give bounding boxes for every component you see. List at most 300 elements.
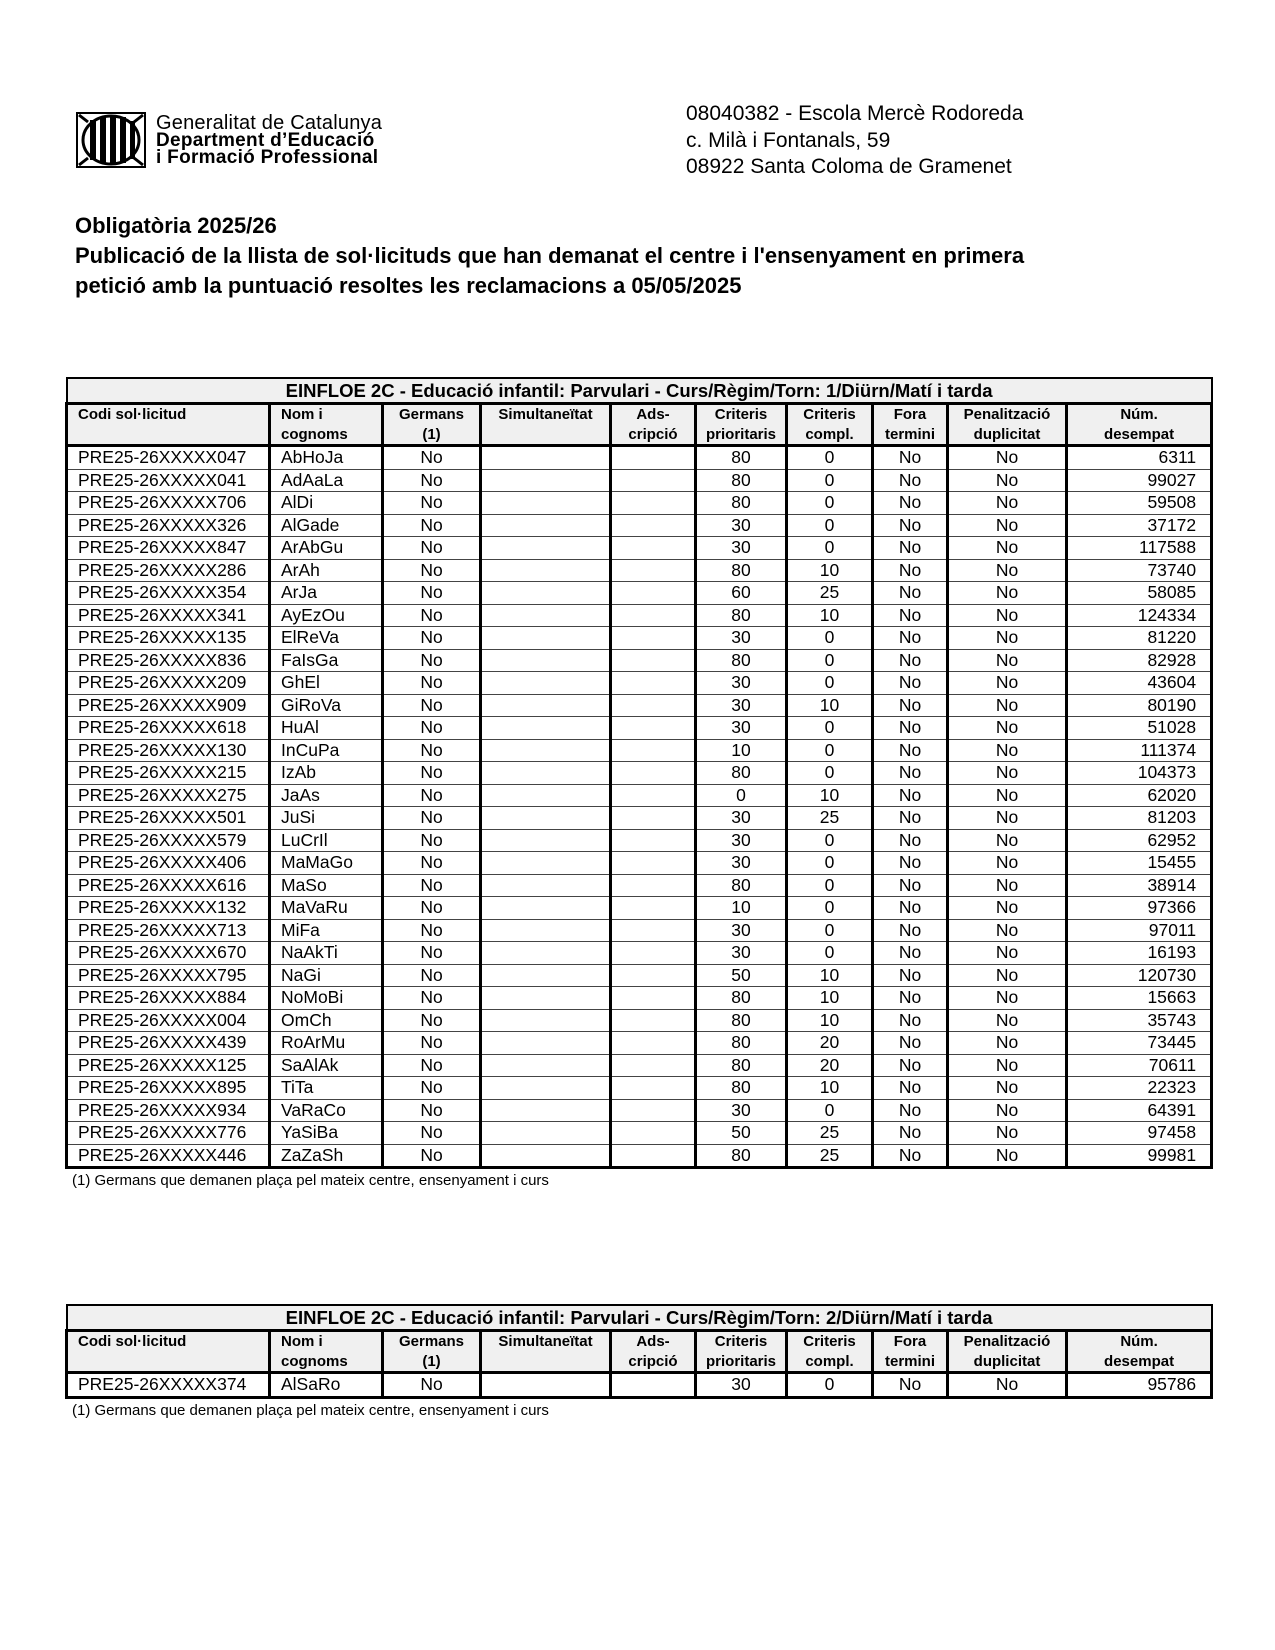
column-header-line-2: desempat (1104, 425, 1175, 443)
cell-nom: RoArMu (270, 1032, 383, 1055)
cell-nom: SaAlAk (270, 1054, 383, 1077)
cell-codi: PRE25-26XXXXX884 (67, 987, 270, 1010)
table-row (67, 964, 1212, 987)
cell-num-desempat: 81220 (1067, 627, 1212, 650)
cell-criteris-compl: 10 (787, 1009, 873, 1032)
column-header-line-1: Nom i (281, 406, 323, 423)
cell-codi: PRE25-26XXXXX934 (67, 1099, 270, 1122)
cell-criteris-prioritaris: 0 (696, 784, 787, 807)
cell-germans: No (383, 1099, 481, 1122)
cell-simultaneitat (481, 942, 611, 965)
cell-criteris-prioritaris: 80 (696, 492, 787, 515)
cell-criteris-compl: 0 (787, 919, 873, 942)
cell-criteris-compl: 0 (787, 897, 873, 920)
column-header-nom (270, 1331, 383, 1373)
cell-adscripcio (611, 964, 696, 987)
cell-num-desempat: 97366 (1067, 897, 1212, 920)
column-header-criteris-prioritaris (696, 1331, 787, 1373)
cell-criteris-prioritaris: 10 (696, 897, 787, 920)
cell-penalitzacio: No (948, 897, 1067, 920)
table-row (67, 852, 1212, 875)
table-row (67, 1009, 1212, 1032)
cell-criteris-prioritaris: 80 (696, 469, 787, 492)
cell-fora-termini: No (873, 1077, 948, 1100)
cell-simultaneitat (481, 627, 611, 650)
cell-criteris-compl: 0 (787, 446, 873, 470)
cell-criteris-compl: 0 (787, 739, 873, 762)
cell-penalitzacio: No (948, 627, 1067, 650)
cell-nom: MiFa (270, 919, 383, 942)
cell-nom: MaSo (270, 874, 383, 897)
cell-penalitzacio: No (948, 694, 1067, 717)
cell-germans: No (383, 1009, 481, 1032)
logo-line-2: Department d’Educació (156, 129, 375, 151)
table-row (67, 1373, 1212, 1398)
cell-criteris-compl: 0 (787, 492, 873, 515)
cell-nom: GiRoVa (270, 694, 383, 717)
cell-codi: PRE25-26XXXXX130 (67, 739, 270, 762)
cell-simultaneitat (481, 964, 611, 987)
cell-num-desempat: 124334 (1067, 604, 1212, 627)
cell-criteris-prioritaris: 80 (696, 559, 787, 582)
cell-num-desempat: 117588 (1067, 537, 1212, 560)
applications-table (65, 1304, 1213, 1399)
table-row (67, 514, 1212, 537)
cell-simultaneitat (481, 739, 611, 762)
cell-germans: No (383, 514, 481, 537)
table-row (67, 739, 1212, 762)
cell-adscripcio (611, 784, 696, 807)
column-header-line-2: termini (884, 1352, 935, 1370)
senyera-emblem-icon (76, 112, 146, 168)
cell-nom: JaAs (270, 784, 383, 807)
cell-criteris-compl: 10 (787, 964, 873, 987)
cell-criteris-compl: 0 (787, 537, 873, 560)
cell-simultaneitat (481, 582, 611, 605)
cell-penalitzacio: No (948, 1054, 1067, 1077)
column-header-line-1: Simultaneïtat (498, 406, 593, 423)
cell-criteris-prioritaris: 80 (696, 1032, 787, 1055)
cell-penalitzacio: No (948, 649, 1067, 672)
cell-penalitzacio: No (948, 1077, 1067, 1100)
cell-fora-termini: No (873, 1373, 948, 1398)
table-row (67, 1077, 1212, 1100)
cell-codi: PRE25-26XXXXX713 (67, 919, 270, 942)
cell-num-desempat: 58085 (1067, 582, 1212, 605)
cell-nom: AbHoJa (270, 446, 383, 470)
cell-adscripcio (611, 514, 696, 537)
cell-fora-termini: No (873, 537, 948, 560)
cell-adscripcio (611, 987, 696, 1010)
cell-codi: PRE25-26XXXXX406 (67, 852, 270, 875)
column-headers (67, 1331, 1212, 1373)
cell-adscripcio (611, 582, 696, 605)
column-header-codi (67, 1331, 270, 1373)
cell-germans: No (383, 897, 481, 920)
cell-num-desempat: 80190 (1067, 694, 1212, 717)
cell-fora-termini: No (873, 469, 948, 492)
cell-adscripcio (611, 672, 696, 695)
school-city: 08922 Santa Coloma de Gramenet (686, 155, 1012, 178)
cell-germans: No (383, 1054, 481, 1077)
cell-germans: No (383, 874, 481, 897)
column-header-line-2: cripció (628, 425, 678, 443)
column-header-fora-termini (873, 1331, 948, 1373)
cell-num-desempat: 73740 (1067, 559, 1212, 582)
cell-germans: No (383, 964, 481, 987)
column-header-criteris-prioritaris (696, 404, 787, 446)
table-row (67, 604, 1212, 627)
cell-criteris-compl: 10 (787, 604, 873, 627)
cell-simultaneitat (481, 1144, 611, 1168)
cell-germans: No (383, 559, 481, 582)
cell-adscripcio (611, 919, 696, 942)
cell-adscripcio (611, 1009, 696, 1032)
cell-nom: ZaZaSh (270, 1144, 383, 1168)
cell-fora-termini: No (873, 874, 948, 897)
column-header-line-1: Penalització (963, 406, 1051, 423)
column-header-line-1: Germans (398, 1333, 465, 1350)
cell-num-desempat: 99027 (1067, 469, 1212, 492)
cell-penalitzacio: No (948, 942, 1067, 965)
cell-criteris-compl: 0 (787, 942, 873, 965)
table-row (67, 492, 1212, 515)
column-header-line-2 (78, 425, 266, 445)
cell-adscripcio (611, 897, 696, 920)
column-header-line-1: Penalització (963, 1333, 1051, 1350)
cell-fora-termini: No (873, 1099, 948, 1122)
column-header-criteris-compl (787, 404, 873, 446)
cell-criteris-prioritaris: 80 (696, 649, 787, 672)
cell-simultaneitat (481, 1122, 611, 1145)
cell-simultaneitat (481, 1054, 611, 1077)
column-header-line-2: compl. (805, 425, 854, 443)
cell-codi: PRE25-26XXXXX847 (67, 537, 270, 560)
cell-num-desempat: 22323 (1067, 1077, 1212, 1100)
cell-nom: NaGi (270, 964, 383, 987)
cell-codi: PRE25-26XXXXX354 (67, 582, 270, 605)
cell-num-desempat: 82928 (1067, 649, 1212, 672)
cell-nom: NaAkTi (270, 942, 383, 965)
cell-fora-termini: No (873, 492, 948, 515)
cell-codi: PRE25-26XXXXX275 (67, 784, 270, 807)
cell-codi: PRE25-26XXXXX670 (67, 942, 270, 965)
cell-criteris-prioritaris: 10 (696, 739, 787, 762)
column-header-nom (270, 404, 383, 446)
cell-simultaneitat (481, 559, 611, 582)
table-row (67, 627, 1212, 650)
cell-nom: AlGade (270, 514, 383, 537)
cell-criteris-compl: 0 (787, 762, 873, 785)
cell-codi: PRE25-26XXXXX895 (67, 1077, 270, 1100)
cell-nom: HuAl (270, 717, 383, 740)
cell-num-desempat: 81203 (1067, 807, 1212, 830)
cell-germans: No (383, 469, 481, 492)
cell-nom: ArAh (270, 559, 383, 582)
column-header-line-2: duplicitat (973, 1352, 1041, 1370)
cell-simultaneitat (481, 672, 611, 695)
cell-fora-termini: No (873, 559, 948, 582)
cell-simultaneitat (481, 1099, 611, 1122)
column-header-germans (383, 1331, 481, 1373)
cell-adscripcio (611, 559, 696, 582)
cell-fora-termini: No (873, 852, 948, 875)
column-header-line-2 (484, 425, 607, 445)
cell-num-desempat: 97458 (1067, 1122, 1212, 1145)
cell-penalitzacio: No (948, 1099, 1067, 1122)
cell-fora-termini: No (873, 672, 948, 695)
cell-adscripcio (611, 942, 696, 965)
cell-criteris-compl: 0 (787, 1099, 873, 1122)
cell-nom: AlDi (270, 492, 383, 515)
table-row (67, 1099, 1212, 1122)
cell-criteris-compl: 25 (787, 1122, 873, 1145)
cell-adscripcio (611, 852, 696, 875)
cell-num-desempat: 104373 (1067, 762, 1212, 785)
cell-codi: PRE25-26XXXXX501 (67, 807, 270, 830)
cell-criteris-prioritaris: 30 (696, 537, 787, 560)
cell-nom: AlSaRo (270, 1373, 383, 1398)
cell-num-desempat: 43604 (1067, 672, 1212, 695)
table-row (67, 672, 1212, 695)
cell-fora-termini: No (873, 694, 948, 717)
cell-num-desempat: 73445 (1067, 1032, 1212, 1055)
cell-criteris-compl: 10 (787, 784, 873, 807)
cell-simultaneitat (481, 492, 611, 515)
cell-germans: No (383, 1032, 481, 1055)
cell-num-desempat: 59508 (1067, 492, 1212, 515)
column-header-line-1: Fora (893, 406, 927, 423)
cell-adscripcio (611, 446, 696, 470)
cell-codi: PRE25-26XXXXX616 (67, 874, 270, 897)
cell-nom: MaMaGo (270, 852, 383, 875)
cell-simultaneitat (481, 852, 611, 875)
cell-penalitzacio: No (948, 874, 1067, 897)
cell-germans: No (383, 739, 481, 762)
cell-fora-termini: No (873, 1144, 948, 1168)
cell-fora-termini: No (873, 762, 948, 785)
cell-fora-termini: No (873, 446, 948, 470)
table-body (67, 1373, 1212, 1398)
cell-fora-termini: No (873, 604, 948, 627)
applications-table (65, 377, 1213, 1169)
table-row (67, 1144, 1212, 1168)
cell-germans: No (383, 537, 481, 560)
cell-adscripcio (611, 1077, 696, 1100)
cell-criteris-prioritaris: 80 (696, 1009, 787, 1032)
cell-penalitzacio: No (948, 672, 1067, 695)
column-header-line-1: Criteris (714, 1333, 768, 1350)
cell-num-desempat: 15663 (1067, 987, 1212, 1010)
cell-simultaneitat (481, 694, 611, 717)
title-line-3: petició amb la puntuació resoltes les reclamacions a 05/05/2025 (75, 273, 742, 298)
cell-simultaneitat (481, 446, 611, 470)
cell-nom: ElReVa (270, 627, 383, 650)
column-header-line-1: Codi sol·licitud (78, 406, 187, 423)
cell-criteris-compl: 10 (787, 694, 873, 717)
cell-fora-termini: No (873, 582, 948, 605)
cell-penalitzacio: No (948, 919, 1067, 942)
cell-penalitzacio: No (948, 829, 1067, 852)
cell-fora-termini: No (873, 897, 948, 920)
cell-num-desempat: 95786 (1067, 1373, 1212, 1398)
table-body (67, 446, 1212, 1168)
cell-nom: TiTa (270, 1077, 383, 1100)
cell-simultaneitat (481, 897, 611, 920)
cell-nom: AyEzOu (270, 604, 383, 627)
column-header-line-1: Ads- (636, 1333, 670, 1350)
cell-num-desempat: 120730 (1067, 964, 1212, 987)
table-row (67, 1122, 1212, 1145)
cell-codi: PRE25-26XXXXX795 (67, 964, 270, 987)
column-header-line-1: Criteris (803, 406, 856, 423)
column-header-line-2: prioritaris (705, 1352, 777, 1370)
cell-penalitzacio: No (948, 1032, 1067, 1055)
cell-adscripcio (611, 694, 696, 717)
cell-codi: PRE25-26XXXXX135 (67, 627, 270, 650)
cell-criteris-prioritaris: 30 (696, 919, 787, 942)
cell-fora-termini: No (873, 717, 948, 740)
cell-nom: AdAaLa (270, 469, 383, 492)
cell-penalitzacio: No (948, 762, 1067, 785)
school-street: c. Milà i Fontanals, 59 (686, 128, 891, 152)
column-header-line-2: termini (884, 425, 935, 443)
cell-adscripcio (611, 627, 696, 650)
table-group-title: EINFLOE 2C - Educació infantil: Parvulari - Curs/Règim/Torn: 2/Diürn/Matí i tarda (67, 1305, 1212, 1331)
cell-adscripcio (611, 717, 696, 740)
cell-fora-termini: No (873, 1009, 948, 1032)
cell-adscripcio (611, 1032, 696, 1055)
cell-num-desempat: 37172 (1067, 514, 1212, 537)
cell-criteris-prioritaris: 80 (696, 446, 787, 470)
column-header-germans (383, 404, 481, 446)
column-header-adscripcio (611, 404, 696, 446)
cell-adscripcio (611, 1122, 696, 1145)
cell-germans: No (383, 694, 481, 717)
cell-penalitzacio: No (948, 1009, 1067, 1032)
cell-penalitzacio: No (948, 852, 1067, 875)
column-header-line-2: desempat (1104, 1352, 1175, 1370)
cell-penalitzacio: No (948, 537, 1067, 560)
cell-penalitzacio: No (948, 1144, 1067, 1168)
cell-adscripcio (611, 604, 696, 627)
cell-adscripcio (611, 1099, 696, 1122)
cell-germans: No (383, 717, 481, 740)
cell-criteris-prioritaris: 80 (696, 1054, 787, 1077)
cell-criteris-prioritaris: 30 (696, 672, 787, 695)
cell-simultaneitat (481, 807, 611, 830)
cell-germans: No (383, 446, 481, 470)
cell-penalitzacio: No (948, 717, 1067, 740)
cell-fora-termini: No (873, 919, 948, 942)
cell-criteris-compl: 0 (787, 514, 873, 537)
cell-adscripcio (611, 649, 696, 672)
applications-table-course-2 (65, 1304, 1210, 1419)
column-header-line-2: cognoms (281, 1352, 348, 1370)
school-name: 08040382 - Escola Mercè Rodoreda (686, 102, 1024, 125)
cell-criteris-prioritaris: 30 (696, 514, 787, 537)
column-header-criteris-compl (787, 1331, 873, 1373)
cell-codi: PRE25-26XXXXX326 (67, 514, 270, 537)
column-header-penalitzacio (948, 404, 1067, 446)
cell-adscripcio (611, 1054, 696, 1077)
cell-codi: PRE25-26XXXXX215 (67, 762, 270, 785)
cell-germans: No (383, 1373, 481, 1398)
column-header-line-2: duplicitat (973, 425, 1041, 443)
cell-simultaneitat (481, 514, 611, 537)
cell-simultaneitat (481, 784, 611, 807)
cell-fora-termini: No (873, 1054, 948, 1077)
table-row (67, 762, 1212, 785)
cell-criteris-compl: 20 (787, 1054, 873, 1077)
cell-num-desempat: 99981 (1067, 1144, 1212, 1168)
cell-penalitzacio: No (948, 446, 1067, 470)
cell-nom: NoMoBi (270, 987, 383, 1010)
cell-fora-termini: No (873, 987, 948, 1010)
column-header-line-1: Criteris (714, 406, 768, 423)
cell-simultaneitat (481, 987, 611, 1010)
cell-codi: PRE25-26XXXXX579 (67, 829, 270, 852)
column-header-line-1: Nom i (281, 1333, 323, 1350)
table-row (67, 582, 1212, 605)
column-header-line-1: Ads- (636, 406, 670, 423)
cell-criteris-prioritaris: 50 (696, 1122, 787, 1145)
cell-nom: OmCh (270, 1009, 383, 1032)
column-header-line-2 (78, 1352, 266, 1372)
cell-germans: No (383, 492, 481, 515)
column-header-line-2: cognoms (281, 425, 348, 443)
applications-table-course-1 (65, 377, 1210, 1189)
cell-nom: IzAb (270, 762, 383, 785)
cell-fora-termini: No (873, 514, 948, 537)
cell-simultaneitat (481, 762, 611, 785)
cell-criteris-prioritaris: 30 (696, 829, 787, 852)
cell-criteris-compl: 0 (787, 717, 873, 740)
title-line-2: Publicació de la llista de sol·licituds que han demanat el centre i l'ensenyament en primera (75, 243, 1025, 268)
cell-germans: No (383, 1144, 481, 1168)
cell-nom: FaIsGa (270, 649, 383, 672)
cell-simultaneitat (481, 829, 611, 852)
cell-codi: PRE25-26XXXXX209 (67, 672, 270, 695)
cell-penalitzacio: No (948, 807, 1067, 830)
column-headers (67, 404, 1212, 446)
column-header-line-1: Germans (398, 406, 465, 423)
table-row (67, 874, 1212, 897)
cell-penalitzacio: No (948, 1122, 1067, 1145)
cell-fora-termini: No (873, 1032, 948, 1055)
cell-nom: LuCrIl (270, 829, 383, 852)
cell-criteris-prioritaris: 50 (696, 964, 787, 987)
cell-adscripcio (611, 492, 696, 515)
table-row (67, 469, 1212, 492)
table-row (67, 559, 1212, 582)
cell-adscripcio (611, 829, 696, 852)
column-header-num-desempat (1067, 1331, 1212, 1373)
cell-criteris-prioritaris: 80 (696, 604, 787, 627)
cell-codi: PRE25-26XXXXX132 (67, 897, 270, 920)
cell-codi: PRE25-26XXXXX125 (67, 1054, 270, 1077)
cell-penalitzacio: No (948, 469, 1067, 492)
cell-penalitzacio: No (948, 514, 1067, 537)
cell-codi: PRE25-26XXXXX004 (67, 1009, 270, 1032)
cell-fora-termini: No (873, 1122, 948, 1145)
cell-simultaneitat (481, 717, 611, 740)
cell-criteris-compl: 0 (787, 874, 873, 897)
cell-criteris-compl: 0 (787, 829, 873, 852)
cell-criteris-compl: 25 (787, 807, 873, 830)
cell-fora-termini: No (873, 964, 948, 987)
cell-germans: No (383, 852, 481, 875)
